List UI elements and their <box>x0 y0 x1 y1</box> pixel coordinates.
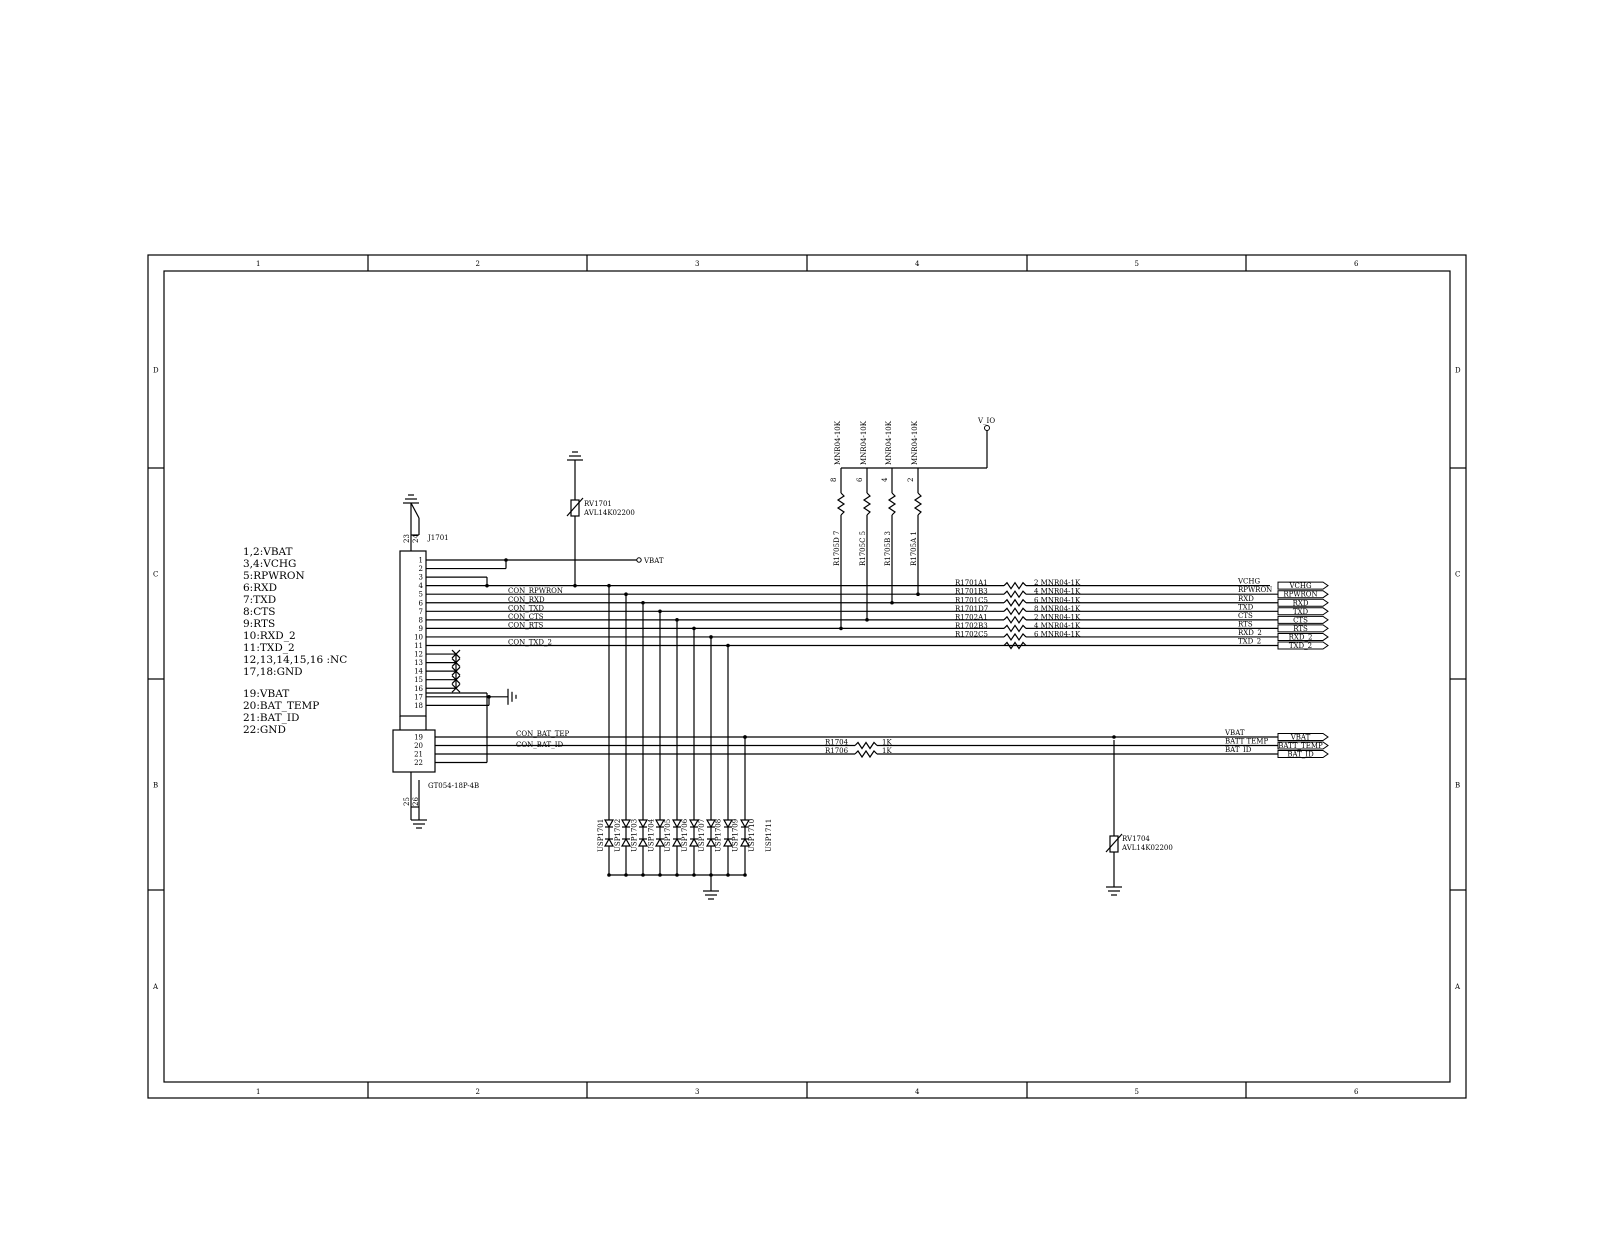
net-port-label: RTS <box>1293 624 1308 633</box>
net-port <box>1278 642 1328 650</box>
net-port <box>1278 751 1328 759</box>
pin-number: 13 <box>414 659 423 668</box>
net-port-label: BATT_TEMP <box>1278 742 1323 750</box>
esd-diode-ref: USP1703 <box>630 818 639 852</box>
pullup-resistor <box>907 420 921 594</box>
series-resistor-value: 2 MNR04-1K <box>1034 579 1081 588</box>
rv1704-part: AVL14K02200 <box>1122 844 1173 852</box>
pin-number: 18 <box>414 701 423 710</box>
pullup-resistor <box>881 420 895 602</box>
row-label-left: D <box>153 366 159 375</box>
battery-resistors <box>855 743 877 758</box>
series-resistor <box>955 603 1254 614</box>
battery-net-label: VBAT <box>1225 729 1245 737</box>
col-label-bottom: 5 <box>1134 1088 1139 1096</box>
pin-number: 20 <box>414 742 423 750</box>
battery-resistor-value: 1K <box>882 738 892 747</box>
varistor-rv1701 <box>567 452 583 587</box>
col-label-top: 5 <box>1134 260 1139 268</box>
series-resistor-value: 8 MNR04-1K <box>1034 604 1081 613</box>
pullup-pin: 2 <box>907 477 915 482</box>
pin-map-line: 10:RXD_2 <box>243 630 296 642</box>
signal-net-label: TXD_2 <box>1238 637 1262 646</box>
col-label-bottom: 4 <box>915 1088 920 1096</box>
signal-net-label: RTS <box>1238 620 1253 629</box>
vbat-label: VBAT <box>644 557 664 565</box>
pin-map-line: 7:TXD <box>243 594 277 606</box>
pullup-part: MNR04-10K <box>885 421 893 465</box>
series-resistor-ref: R1702C5 <box>955 630 988 639</box>
con-net-label: CON_BAT_ID <box>516 741 564 749</box>
series-resistor <box>955 620 1253 631</box>
pin-map-line: 21:BAT_ID <box>243 712 300 724</box>
pin-number: 3 <box>418 573 423 582</box>
con-net-label: CON_RPWRON <box>508 587 564 596</box>
wires <box>426 430 1278 763</box>
frame-zone-labels <box>152 260 1461 1096</box>
series-resistor-ref: R1702A1 <box>955 613 988 622</box>
pin-map-line: 22:GND <box>243 724 286 736</box>
esd-diode-ref: USP1708 <box>714 818 723 852</box>
pin-number: 5 <box>418 590 423 599</box>
battery-resistor-ref: R1706 <box>825 747 849 755</box>
rv1701-part: AVL14K02200 <box>584 509 635 517</box>
pin-map-line: 3,4:VCHG <box>243 558 297 570</box>
col-label-bottom: 1 <box>256 1088 261 1096</box>
col-label-top: 2 <box>475 260 480 268</box>
signal-net-label: RXD <box>1238 594 1254 603</box>
pin-number: 15 <box>414 676 423 685</box>
pin-number: 1 <box>418 556 423 565</box>
series-resistor-value: 6 MNR04-1K <box>1034 630 1081 639</box>
net-port <box>1278 742 1328 750</box>
con-net-label: CON_RXD <box>508 595 545 604</box>
con-net-label: CON_BAT_TEP <box>516 730 570 738</box>
series-resistors <box>825 578 1272 757</box>
pin-map-line: 19:VBAT <box>243 688 290 700</box>
row-label-left: B <box>153 781 159 790</box>
series-resistor-ref: R1701D7 <box>955 604 989 613</box>
pin-number: 11 <box>414 642 423 650</box>
net-port-label: CTS <box>1293 616 1308 625</box>
series-resistor-value: 2 MNR04-1K <box>1034 613 1081 622</box>
esd-diode-ref: USP1701 <box>597 818 605 852</box>
net-port-label: RXD <box>1292 599 1309 608</box>
pin-map-line: 5:RPWRON <box>243 570 305 582</box>
vio-terminal <box>985 426 990 431</box>
series-resistor <box>955 595 1254 606</box>
signal-net-label: RPWRON <box>1238 586 1273 595</box>
junctions <box>485 558 1116 877</box>
row-label-left: C <box>153 570 159 579</box>
signal-net-label: RXD_2 <box>1238 628 1262 637</box>
con-net-label: CON_TXD <box>508 604 544 613</box>
pin-number: 17 <box>414 693 423 702</box>
esd-diode-ref: USP1710 <box>748 818 757 852</box>
pin-map-line: 9:RTS <box>243 618 276 630</box>
pin-map-line: 11:TXD_2 <box>243 642 295 654</box>
series-resistor <box>955 612 1253 623</box>
col-label-top: 6 <box>1354 260 1359 268</box>
battery-resistor-ref: R1704 <box>825 738 849 747</box>
esd-diode-ref: USP1706 <box>681 818 689 852</box>
net-port <box>1278 616 1328 624</box>
col-label-bottom: 6 <box>1354 1088 1359 1096</box>
signal-net-label: VCHG <box>1238 577 1261 586</box>
series-resistor <box>955 578 1261 589</box>
pin-number: 9 <box>418 624 423 633</box>
battery-net-label: BAT_ID <box>1225 746 1252 754</box>
pullup-part: MNR04-10K <box>834 421 842 465</box>
varistor-rv1704 <box>1106 740 1122 895</box>
net-port-label: RPWRON <box>1283 590 1318 599</box>
net-port <box>1278 633 1328 641</box>
series-resistor-ref: R1702B3 <box>955 621 988 630</box>
pullup-pin: 8 <box>830 477 838 482</box>
pin-number: 4 <box>418 582 423 591</box>
series-resistor-value: 6 MNR04-1K <box>1034 596 1081 605</box>
row-label-right: C <box>1455 570 1461 579</box>
pin-number: 26 <box>412 797 420 806</box>
pin-map-line: 8:CTS <box>243 606 276 618</box>
pin-map-line: 6:RXD <box>243 582 278 594</box>
net-port-label: TXD_2 <box>1288 642 1313 650</box>
pullup-part: MNR04-10K <box>860 421 868 465</box>
net-port-label: BAT_ID <box>1287 750 1314 759</box>
connector-ref: J1701 <box>428 534 449 542</box>
net-labels <box>508 587 1268 754</box>
esd-diode-ref: USP1702 <box>613 818 622 852</box>
pin-map-notes <box>243 546 347 736</box>
rv1704-ref: RV1704 <box>1122 835 1150 843</box>
pullup-ref: R1705D 7 <box>833 530 841 566</box>
esd-diode-ref: USP1709 <box>731 818 740 852</box>
connector-pin-numbers <box>414 557 423 768</box>
battery-net-label: BATT TEMP <box>1225 737 1269 746</box>
col-label-top: 4 <box>915 260 920 268</box>
esd-diode-ref: USP1711 <box>765 818 773 852</box>
net-port <box>1278 608 1328 616</box>
pin-number: 22 <box>414 759 423 767</box>
battery-resistor-value: 1K <box>882 747 892 755</box>
series-resistor-value: 4 MNR04-1K <box>1034 587 1081 596</box>
pin-number: 6 <box>418 599 423 608</box>
pin-number: 2 <box>418 565 423 574</box>
pullup-part: MNR04-10K <box>911 421 919 465</box>
pullup-resistors <box>830 420 921 628</box>
pin-map-line: 17,18:GND <box>243 666 303 678</box>
net-port <box>1278 582 1328 590</box>
series-resistor-value: 4 MNR04-1K <box>1034 621 1081 630</box>
signal-net-label: CTS <box>1238 611 1253 620</box>
pin-number: 8 <box>418 616 423 625</box>
pin-number: 14 <box>414 667 423 676</box>
pin-number: 12 <box>414 650 423 659</box>
pullup-resistor <box>856 420 870 620</box>
net-port-label: RXD_2 <box>1288 633 1313 642</box>
pin-number: 24 <box>412 534 420 543</box>
net-port-label: VBAT <box>1290 733 1311 742</box>
pin-number: 10 <box>414 633 423 642</box>
pin-number: 7 <box>418 607 423 616</box>
pullup-pin: 6 <box>856 477 864 482</box>
net-port <box>1278 734 1328 742</box>
net-port-label: VCHG <box>1289 582 1312 591</box>
pullup-resistor <box>830 420 844 628</box>
col-label-bottom: 3 <box>695 1088 700 1096</box>
series-resistor-ref: R1701A1 <box>955 579 988 588</box>
connector-part: GT054-18P-4B <box>428 782 480 790</box>
pin-map-line: 12,13,14,15,16 :NC <box>243 654 348 666</box>
series-resistor-ref: R1701C5 <box>955 596 988 605</box>
row-label-right: B <box>1455 781 1461 790</box>
net-ports <box>1278 582 1328 758</box>
net-port <box>1278 599 1328 607</box>
pin-number: 21 <box>414 750 423 759</box>
pin-number: 23 <box>403 534 411 543</box>
col-label-top: 1 <box>256 260 261 268</box>
row-label-left: A <box>153 983 159 991</box>
row-label-right: D <box>1455 366 1461 375</box>
esd-diode-ref: USP1704 <box>647 818 656 852</box>
pin-map-line: 1,2:VBAT <box>243 546 293 558</box>
vio-label: V_IO <box>978 417 996 425</box>
pullup-pin: 4 <box>881 477 889 482</box>
series-resistor <box>955 586 1272 597</box>
series-resistor <box>955 629 1262 640</box>
series-resistor <box>1004 638 1261 649</box>
con-net-label: CON_RTS <box>508 621 544 630</box>
con-net-label: CON_TXD_2 <box>508 638 552 647</box>
net-port-label: TXD <box>1292 607 1309 616</box>
esd-diode-ref: USP1705 <box>664 818 673 852</box>
pin-map-line: 20:BAT_TEMP <box>243 700 320 712</box>
vbat-terminal <box>637 558 641 562</box>
esd-diode-ref: USP1707 <box>697 818 706 852</box>
col-label-top: 3 <box>695 260 700 268</box>
rv1701-ref: RV1701 <box>584 500 612 508</box>
series-resistor-ref: R1701B3 <box>955 587 988 596</box>
pullup-ref: R1705A 1 <box>910 531 918 566</box>
row-label-right: A <box>1455 983 1461 991</box>
con-net-label: CON_CTS <box>508 612 544 621</box>
net-port <box>1278 625 1328 633</box>
col-label-bottom: 2 <box>475 1088 480 1096</box>
pullup-ref: R1705C 5 <box>859 530 867 566</box>
pin-number: 19 <box>414 733 423 742</box>
pin-number: 16 <box>414 684 423 693</box>
net-port <box>1278 591 1328 599</box>
pin-number: 25 <box>403 797 411 806</box>
signal-net-label: TXD <box>1238 603 1254 612</box>
esd-diode-array <box>597 586 773 899</box>
pullup-ref: R1705B 3 <box>884 531 892 566</box>
inner-border <box>164 271 1450 1082</box>
